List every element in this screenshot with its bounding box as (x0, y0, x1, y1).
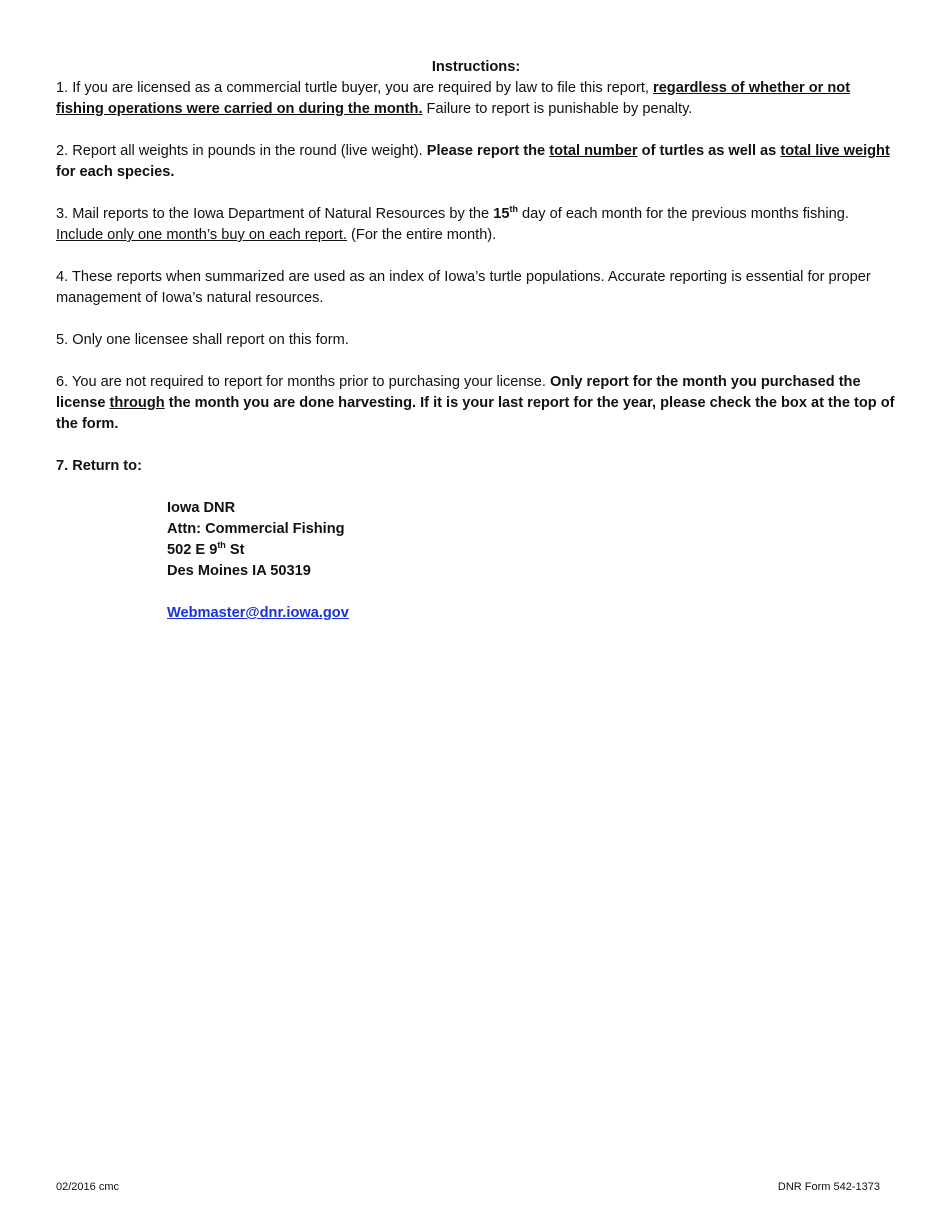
address-line-4: Des Moines IA 50319 (167, 563, 311, 579)
instruction-2-total-number: total number (549, 143, 638, 159)
instruction-6-through: through (109, 395, 165, 411)
instruction-2-text-a: 2. Report all weights in pounds in the round (live weight). (56, 143, 427, 159)
instruction-6-text-d: the month you are done harvesting. If it is your last report for the year, please check the box at the top of the form. (56, 395, 895, 432)
instruction-6-text-b: Only report for the month you purchased the license (56, 374, 861, 411)
instruction-5: 5. Only one licensee shall report on this form. (56, 332, 349, 348)
instruction-3-text-e: (For the entire month). (346, 227, 497, 243)
instructions-title: Instructions: (431, 59, 521, 75)
instruction-2-text-f: for each species. (56, 164, 175, 180)
footer-date: 02/2016 cmc (56, 1181, 119, 1193)
address-line-3 (167, 540, 896, 561)
instruction-2-text-b: Please report the (426, 143, 550, 159)
instruction-7 (56, 456, 896, 477)
instruction-1-text-a: 1. If you are licensed as a commercial turtle buyer, you are required by law to file this report, (56, 80, 654, 96)
instruction-6 (56, 372, 896, 435)
instruction-3-day: 15 (493, 206, 510, 222)
instruction-6-text-a: 6. You are not required to report for months prior to purchasing your license. (56, 374, 551, 390)
instruction-4: 4. These reports when summarized are used as an index of Iowa’s turtle populations. Accurate reporting is essential for proper management of Iowa’s natural resources. (56, 269, 871, 306)
instruction-3-day-suffix: th (509, 204, 518, 214)
address-line-3-suffix: th (217, 540, 226, 550)
address-line-2: Attn: Commercial Fishing (167, 521, 345, 537)
instruction-7-label: 7. Return to: (56, 458, 142, 474)
address-line-3-street: 502 E 9 (167, 542, 218, 558)
instruction-2 (56, 141, 896, 183)
email-link[interactable]: Webmaster@dnr.iowa.gov (167, 605, 349, 621)
return-address (167, 498, 896, 582)
instructions-page (56, 57, 896, 624)
instruction-1-emphasis: regardless of whether or not fishing operations were carried on during the month. (56, 80, 851, 117)
instruction-2-text-d: of turtles as well as (637, 143, 781, 159)
instruction-3 (56, 204, 896, 246)
address-line-1: Iowa DNR (167, 500, 236, 516)
instruction-1 (56, 78, 896, 120)
footer-form-number: DNR Form 542-1373 (777, 1181, 880, 1193)
email-row (167, 603, 896, 624)
address-line-3-st: St (225, 542, 245, 558)
instruction-2-total-live-weight: total live weight (780, 143, 890, 159)
instruction-1-text-c: Failure to report is punishable by penalty. (422, 101, 693, 117)
instruction-3-text-c: day of each month for the previous months fishing. (517, 206, 849, 222)
instruction-3-one-month: Include only one month’s buy on each report. (56, 227, 347, 243)
instruction-3-text-a: 3. Mail reports to the Iowa Department of Natural Resources by the (56, 206, 494, 222)
